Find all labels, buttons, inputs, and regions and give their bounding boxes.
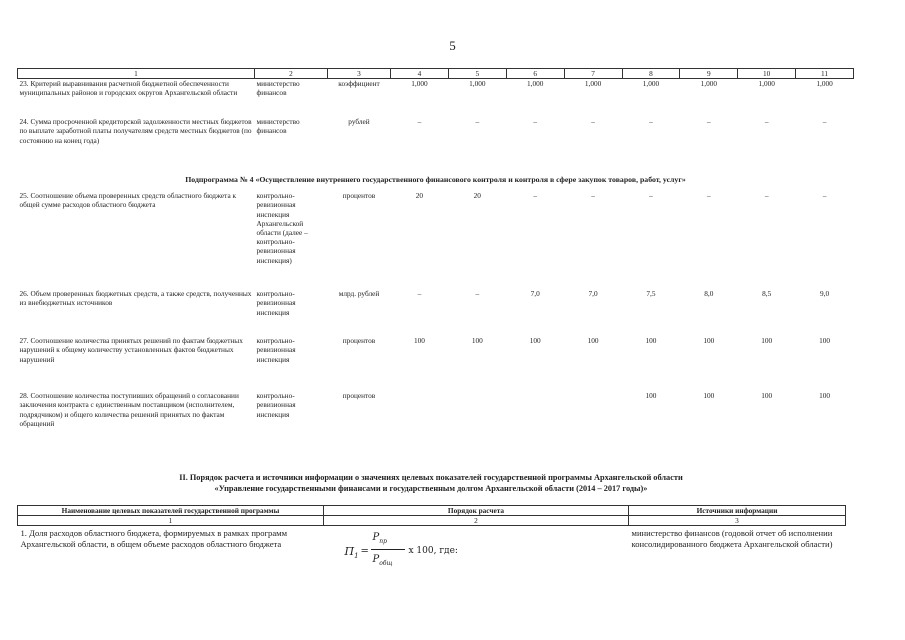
- column-number: 4: [391, 69, 449, 79]
- indicator-name: 24. Сумма просроченной кредиторской задолженности местных бюджетов по выплате заработной платы получателям средств местных бюджетов (по состоянию на конец года): [19, 117, 252, 145]
- value-cell: 9,0: [820, 289, 830, 299]
- indicator-name: 1. Доля расходов областного бюджета, формируемых в рамках программ Архангельской области, в общем объеме расходов областного бюджета: [20, 528, 288, 549]
- formula-numerator: [373, 532, 387, 547]
- unit: процентов: [342, 191, 376, 201]
- column-number: 10: [738, 69, 796, 79]
- value-cell: –: [417, 117, 422, 127]
- value-cell: –: [706, 191, 711, 201]
- value-cell: 1,000: [411, 79, 428, 89]
- value-cell: 1,000: [758, 79, 775, 89]
- responsible-agency: контрольно-ревизионная инспекция: [256, 391, 296, 419]
- value-cell: 100: [819, 391, 831, 401]
- responsible-agency: министерство финансов: [256, 117, 300, 136]
- indicator-name: 23. Критерий выравнивания расчетной бюджетной обеспеченности муниципальных районов и городских округов Архангельской области: [19, 79, 238, 98]
- formula-subscript: общ: [379, 560, 393, 567]
- indicator-name: 26. Объем проверенных бюджетных средств, а также средств, полученных из внебюджетных источников: [19, 289, 252, 308]
- value-cell: –: [591, 117, 595, 127]
- value-cell: 100: [645, 391, 657, 401]
- calculation-formula-cell: [324, 526, 629, 591]
- formula-multiplier: х 100, где:: [408, 546, 458, 556]
- calculation-table: [17, 505, 846, 590]
- responsible-agency: контрольно-ревизионная инспекция Архангельской области (далее – контрольно-ревизионная инспекция): [256, 191, 308, 265]
- table-row: [18, 336, 854, 391]
- value-cell: 20: [473, 191, 481, 201]
- column-number-row: [18, 516, 846, 526]
- information-source: министерство финансов (годовой отчет об исполнении консолидированного бюджета Архангельской области): [631, 528, 833, 549]
- subprogram-row: [18, 167, 854, 191]
- column-header: Порядок расчета: [324, 506, 629, 516]
- column-number: 2: [324, 516, 629, 526]
- formula: [327, 528, 626, 578]
- formula-equals: =: [360, 546, 369, 557]
- table-row: [18, 526, 846, 591]
- value-cell: –: [475, 289, 480, 299]
- section-heading: [17, 472, 845, 494]
- value-cell: [391, 391, 449, 446]
- value-cell: 20: [415, 191, 424, 201]
- column-number: 2: [255, 69, 328, 79]
- value-cell: [564, 391, 622, 446]
- formula-symbol: П: [344, 545, 355, 558]
- value-cell: 100: [761, 391, 773, 401]
- value-cell: 100: [761, 336, 773, 346]
- table-row: [18, 79, 854, 118]
- value-cell: 100: [819, 336, 831, 346]
- table-row: [18, 391, 854, 446]
- value-cell: 100: [529, 336, 541, 346]
- responsible-agency: контрольно-ревизионная инспекция: [256, 289, 296, 317]
- column-number: 11: [796, 69, 854, 79]
- value-cell: 7,5: [646, 289, 656, 299]
- value-cell: –: [591, 191, 595, 201]
- table-header-row: [18, 506, 846, 516]
- formula-symbol: P: [372, 532, 380, 543]
- value-cell: 8,5: [762, 289, 772, 299]
- unit: рублей: [348, 117, 370, 127]
- unit: коэффициент: [338, 79, 380, 89]
- formula-denominator: [373, 554, 393, 569]
- value-cell: –: [706, 117, 711, 127]
- page-number: 5: [449, 38, 456, 53]
- value-cell: –: [822, 117, 827, 127]
- value-cell: 1,000: [642, 79, 660, 89]
- responsible-agency: министерство финансов: [256, 79, 300, 98]
- value-cell: 7,0: [530, 289, 540, 299]
- column-number: 3: [328, 69, 391, 79]
- value-cell: 100: [645, 336, 657, 346]
- column-number: 7: [564, 69, 622, 79]
- indicator-name: 27. Соотношение количества принятых решений по фактам бюджетных нарушений к общему количеству установленных фактов бюджетных нарушений: [19, 336, 243, 364]
- value-cell: [506, 391, 564, 446]
- indicators-table: [17, 68, 854, 446]
- value-cell: –: [764, 117, 769, 127]
- formula-lhs: [345, 546, 359, 562]
- column-number: 1: [18, 69, 255, 79]
- formula-symbol: P: [372, 554, 380, 565]
- value-cell: 1,000: [526, 79, 544, 89]
- column-header: Наименование целевых показателей государственной программы: [18, 506, 324, 516]
- responsible-agency: контрольно-ревизионная инспекция: [256, 336, 296, 364]
- value-cell: 7,0: [588, 289, 598, 299]
- value-cell: [448, 391, 506, 446]
- value-cell: 1,000: [700, 79, 718, 89]
- formula-subscript: пр: [379, 538, 387, 545]
- value-cell: 100: [413, 336, 425, 346]
- indicator-name: 25. Соотношение объема проверенных средств областного бюджета к общей сумме расходов областного бюджета: [19, 191, 237, 210]
- table-row: [18, 289, 854, 336]
- value-cell: –: [533, 191, 538, 201]
- section-title-line: «Управление государственными финансами и государственным долгом Архангельской области (2014 – 2017 годы)»: [214, 484, 648, 493]
- value-cell: –: [649, 117, 653, 127]
- value-cell: –: [649, 191, 653, 201]
- value-cell: 8,0: [704, 289, 714, 299]
- unit: процентов: [342, 336, 376, 346]
- value-cell: 1,000: [469, 79, 486, 89]
- value-cell: 1,000: [816, 79, 833, 89]
- column-number: 9: [680, 69, 738, 79]
- value-cell: –: [533, 117, 538, 127]
- column-number: 1: [18, 516, 324, 526]
- column-number: 6: [506, 69, 564, 79]
- section-title-line: II. Порядок расчета и источники информации о значениях целевых показателей государственной программы Архангельской области: [179, 473, 683, 482]
- column-number: 5: [448, 69, 506, 79]
- indicator-name: 28. Соотношение количества поступивших обращений о согласовании заключения контракта с единственным поставщиком (исполнителем, подрядчиком) и общего количества решений принятых по фактам обращений: [19, 391, 239, 428]
- value-cell: 100: [471, 336, 483, 346]
- value-cell: –: [417, 289, 422, 299]
- table-row: [18, 117, 854, 167]
- value-cell: 100: [703, 336, 715, 346]
- value-cell: 1,000: [584, 79, 602, 89]
- value-cell: 100: [703, 391, 715, 401]
- column-number: 3: [629, 516, 846, 526]
- table-header-row: [18, 69, 854, 79]
- value-cell: –: [822, 191, 827, 201]
- table-row: [18, 191, 854, 289]
- value-cell: –: [475, 117, 480, 127]
- unit: процентов: [342, 391, 376, 401]
- column-number: 8: [622, 69, 680, 79]
- subprogram-title: Подпрограмма № 4 «Осуществление внутреннего государственного финансового контроля и контроля в сфере закупок товаров, работ, услуг»: [185, 174, 686, 184]
- column-header: Источники информации: [629, 506, 846, 516]
- unit: млрд. рублей: [338, 289, 380, 299]
- formula-subscript: 1: [354, 552, 359, 561]
- value-cell: –: [764, 191, 769, 201]
- fraction-bar: [371, 549, 405, 550]
- value-cell: 100: [587, 336, 599, 346]
